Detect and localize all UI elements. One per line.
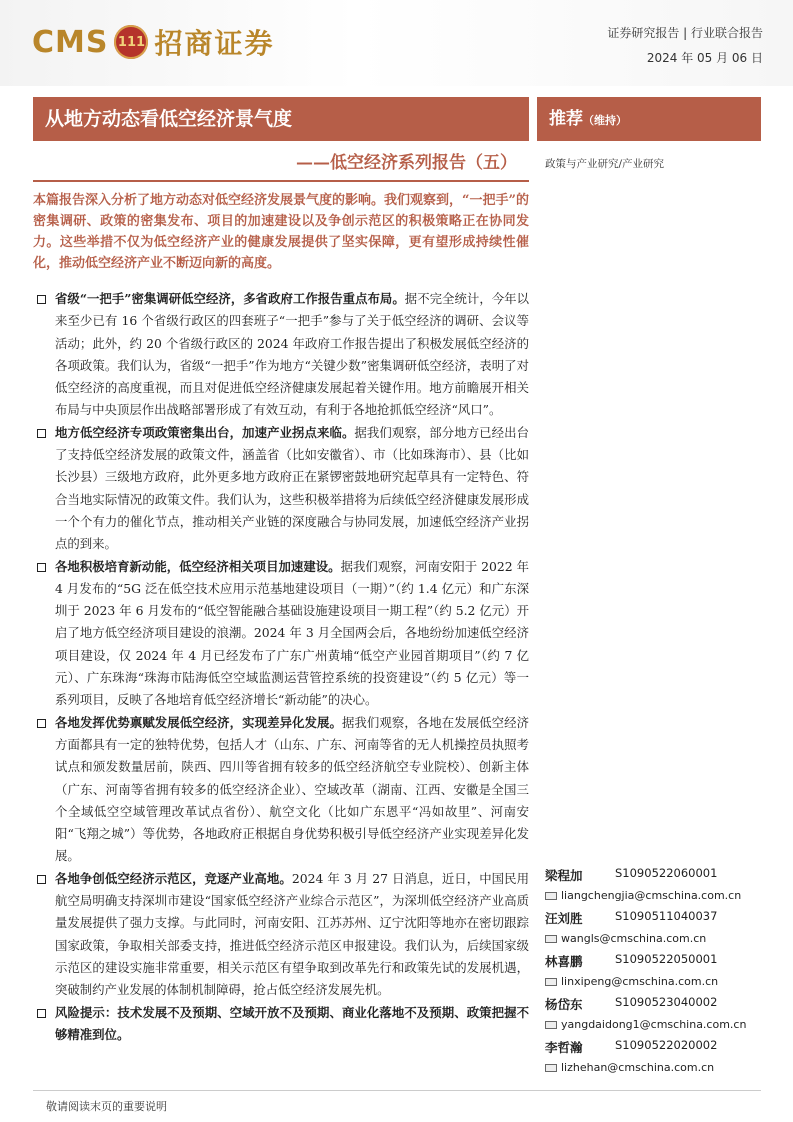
analyst-license-id: S1090523040002 <box>615 995 718 1009</box>
analyst-email[interactable]: liangchengjia@cmschina.com.cn <box>561 889 742 902</box>
analyst-name: 梁程加 <box>545 868 583 883</box>
footer-note: 敬请阅读末页的重要说明 <box>46 1100 167 1113</box>
mail-icon <box>545 1021 557 1029</box>
mail-icon <box>545 892 557 900</box>
analyst-name: 林喜鹏 <box>545 954 583 969</box>
analyst-entry <box>545 909 765 952</box>
analyst-email[interactable]: linxipeng@cmschina.com.cn <box>561 975 719 988</box>
analyst-name: 杨岱东 <box>545 997 583 1012</box>
title-divider <box>33 180 529 182</box>
mail-icon <box>545 935 557 943</box>
rating-label: 推荐 <box>549 109 583 129</box>
bullet-item <box>33 868 529 1002</box>
mail-icon <box>545 1064 557 1072</box>
analyst-entry <box>545 1038 765 1081</box>
rating-box <box>537 97 761 141</box>
report-subtitle: ——低空经济系列报告（五） <box>296 153 517 173</box>
square-bullet-icon <box>37 429 46 438</box>
square-bullet-icon <box>37 563 46 572</box>
square-bullet-icon <box>37 295 46 304</box>
bullet-item <box>33 712 529 868</box>
summary-paragraph: 本篇报告深入分析了地方动态对低空经济发展景气度的影响。我们观察到，“一把手”的密集调研、政策的密集发布、项目的加速建设以及争创示范区的积极策略正在协同发力。这些举措不仅为低空经济产业的健康发展提供了坚实保障，更有望形成持续性催化，推动低空经济产业不断迈向新的高度。 <box>33 193 529 271</box>
analyst-license-id: S1090522050001 <box>615 952 718 966</box>
bullet-title: 省级“一把手”密集调研低空经济，多省政府工作报告重点布局。 <box>55 291 405 306</box>
bullet-item <box>33 556 529 712</box>
bullet-list <box>33 288 529 1046</box>
bullet-item <box>33 288 529 422</box>
bullet-text: 据不完全统计，今年以来至少已有 16 个省级行政区的四套班子“一把手”参与了关于低空经济的调研、会议等活动；此外，约 20 个省级行政区的 2024 年政府工作报告提出了积极发展低空经济的各项政策。我们认为，省级“一把手”作为地方“关键少数”密集调研低空经济，表明了对低空经济的高度重视，而且对促进低空经济健康发展起着关键作用。地方前瞻展开相关布局与中央顶层作出战略部署形成了有效互动，有利于各地抢抓低空经济“风口”。 <box>55 291 529 418</box>
analyst-license-id: S1090522020002 <box>615 1038 718 1052</box>
bullet-title: 各地积极培育新动能，低空经济相关项目加速建设。 <box>55 558 341 574</box>
bullet-title: 地方低空经济专项政策密集出台，加速产业拐点来临。 <box>55 424 355 440</box>
bullet-text: 2024 年 3 月 27 日消息，近日，中国民用航空局明确支持深圳市建设“国家低空经济产业综合示范区”，为深圳低空经济产业高质量发展提供了强力支撑。与此同时，河南安阳、江苏苏州、辽宁沈阳等地亦在密切跟踪国家政策，争取相关部委支持，推进低空经济示范区申报建设。我们认为，后续国家级示范区的建设实施非常重要，相关示范区有望争取到改革先行和政策先试的发展机遇，突破制约产业发展的体制机制障碍，抢占低空经济发展先机。 <box>55 870 529 998</box>
analyst-license-id: S1090522060001 <box>615 866 718 880</box>
square-bullet-icon <box>37 719 46 728</box>
bullet-text: 据我们观察，河南安阳于 2022 年 4 月发布的“5G 泛在低空技术应用示范基地建设项目（一期）”（约 1.4 亿元）和广东深圳于 2023 年 6 月发布的“低空智能融合基础设施建设项目一期工程”（约 5.2 亿元）开启了地方低空经济项目建设的浪潮。2024 年 3 月全国两会后，各地纷纷加速低空经济项目建设，仅 2024 年 4 月已经发布了广东广州黄埔“低空产业园首期项目”（约 7 亿元）、广东珠海“珠海市陆海低空空域监测运营管控系统的投资建设”（约 5 亿元）等一系列项目，反映了各地培育低空经济增长“新动能”的决心。 <box>55 558 530 708</box>
analyst-name: 李哲瀚 <box>545 1040 583 1055</box>
logo-text-en: CMS <box>32 24 109 60</box>
analyst-email[interactable]: yangdaidong1@cmschina.com.cn <box>561 1018 747 1031</box>
analyst-list <box>545 866 765 1081</box>
logo-badge-icon: 111 <box>114 25 148 59</box>
cms-logo <box>32 22 275 62</box>
report-type: 证券研究报告 | 行业联合报告 <box>607 26 763 40</box>
bullet-item <box>33 1002 529 1047</box>
analyst-email[interactable]: lizhehan@cmschina.com.cn <box>561 1061 715 1074</box>
bullet-title: 各地发挥优势禀赋发展低空经济，实现差异化发展。 <box>55 714 342 730</box>
bullet-text: 据我们观察，部分地方已经出台了支持低空经济发展的政策文件，涵盖省（比如安徽省）、市（比如珠海市）、县（比如长沙县）三级地方政府，此外更多地方政府正在紧锣密鼓地研究起草具有一定特色、符合当地实际情况的政策文件。我们认为，这些积极举措将为后续低空经济健康发展形成一个个有力的催化节点，推动相关产业链的深度融合与协同发展，加速低空经济产业拐点的到来。 <box>55 424 529 552</box>
header-meta <box>607 24 763 66</box>
analyst-entry <box>545 995 765 1038</box>
analyst-name: 汪刘胜 <box>545 911 583 926</box>
bullet-title: 风险提示：技术发展不及预期、空域开放不及预期、商业化落地不及预期、政策把握不够精准到位。 <box>55 1004 529 1042</box>
bullet-text: 据我们观察，各地在发展低空经济方面都具有一定的独特优势，包括人才（山东、广东、河南等省的无人机操控员执照考试点和颁发数量居前，陕西、四川等省拥有较多的低空经济航空专业院校）、创新主体（广东、河南等省拥有较多的低空经济企业）、空域改革（湖南、江西、安徽是全国三个全域低空空域管理改革试点省份）、航空文化（比如广东恩平“冯如故里”、河南安阳“飞翔之城”）等优势，各地政府正根据自身优势积极引导低空经济产业实现差异化发展。 <box>55 714 530 864</box>
analyst-email[interactable]: wangls@cmschina.com.cn <box>561 932 707 945</box>
footer-divider <box>33 1090 761 1091</box>
page-header <box>0 0 793 86</box>
rating-sub: （维持） <box>583 114 627 127</box>
square-bullet-icon <box>37 1009 46 1018</box>
bullet-title: 各地争创低空经济示范区，竞逐产业高地。 <box>55 870 292 886</box>
report-category: 政策与产业研究/产业研究 <box>545 158 665 170</box>
bullet-item <box>33 422 529 556</box>
analyst-license-id: S1090511040037 <box>615 909 718 923</box>
square-bullet-icon <box>37 875 46 884</box>
logo-text-cn: 招商证券 <box>154 27 275 60</box>
analyst-entry <box>545 866 765 909</box>
report-title: 从地方动态看低空经济景气度 <box>33 97 529 141</box>
report-date: 2024 年 05 月 06 日 <box>646 51 763 65</box>
mail-icon <box>545 978 557 986</box>
analyst-entry <box>545 952 765 995</box>
